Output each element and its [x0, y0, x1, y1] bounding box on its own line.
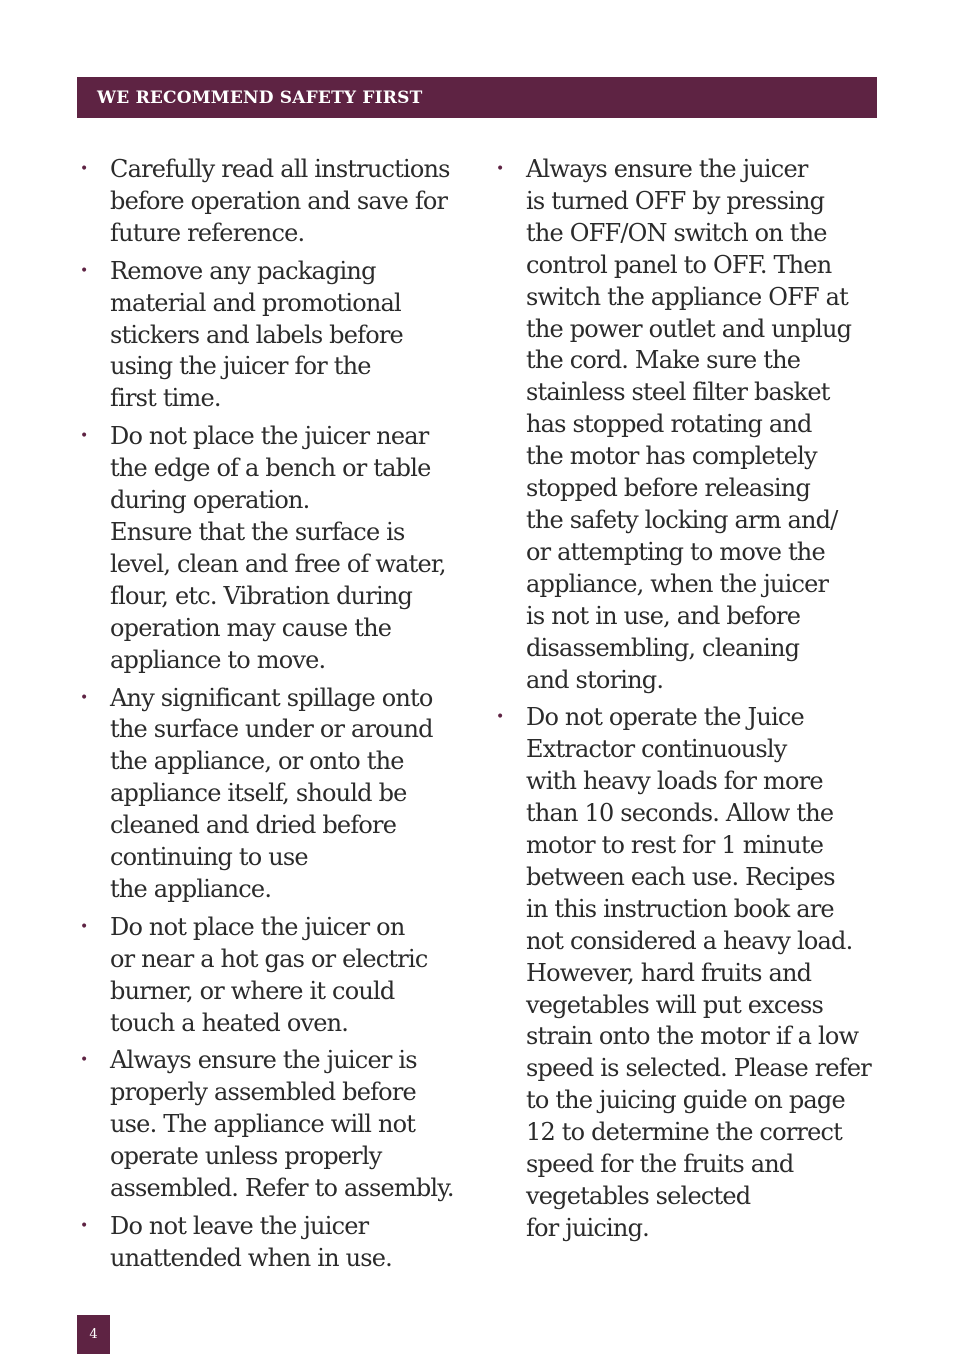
list-item: [493, 154, 885, 696]
bullet-icon: •: [80, 161, 88, 177]
list-item: [77, 683, 469, 906]
right-column-list: [493, 154, 885, 1251]
list-item-text: Do not place the juicer near the edge of a bench or table during operation. Ensure that the surface is level, clean and free of water, flour, etc. Vibration during operation may cause the appliance to move.: [110, 422, 446, 674]
section-title: WE RECOMMEND SAFETY FIRST: [97, 87, 423, 108]
bullet-icon: •: [80, 689, 88, 706]
bullet-icon: •: [496, 709, 504, 726]
list-item: [77, 1211, 469, 1275]
bullet-icon: •: [80, 262, 88, 279]
list-item: [77, 154, 469, 250]
bullet-icon: •: [80, 1052, 88, 1069]
list-item: [77, 256, 469, 416]
bullet-icon: •: [80, 428, 88, 445]
page-number: 4: [89, 1327, 98, 1342]
list-item-text: Always ensure the juicer is turned OFF by pressing the OFF/ON switch on the control panel to OFF. Then switch the appliance OFF at the power outlet and unplug the cord. Make sure the stainless steel filter basket has stopped rotating and the motor has completely stopped before releasing the safety locking arm and/ or attempting to move the appliance, when the juicer is not in use, and before disassembling, cleaning and storing.: [526, 155, 852, 694]
list-item-text: Always ensure the juicer is properly assembled before use. The appliance will not operate unless properly assembled. Refer to assembly.: [110, 1046, 454, 1203]
section-header-bar: [77, 77, 877, 118]
list-item-text: Do not leave the juicer unattended when in use.: [110, 1212, 392, 1272]
list-item: [77, 421, 469, 676]
left-column-list: [77, 154, 469, 1281]
bullet-icon: •: [80, 1218, 88, 1234]
list-item-text: Do not operate the Juice Extractor continuously with heavy loads for more than 10 seconds. Allow the motor to rest for 1 minute between each use. Recipes in this instruction book are not considered a heavy load. However, hard fruits and vegetables will put excess strain onto the motor if a low speed is selected. Please refer to the juicing guide on page 12 to determine the correct speed for the fruits and vegetables selected for juicing.: [526, 703, 871, 1242]
list-item-text: Carefully read all instructions before operation and save for future reference.: [110, 155, 450, 247]
bullet-icon: •: [496, 161, 504, 177]
list-item-text: Remove any packaging material and promotional stickers and labels before using the juicer for the first time.: [110, 256, 403, 413]
bullet-icon: •: [80, 918, 88, 935]
list-item-text: Do not place the juicer on or near a hot gas or electric burner, or where it could touch a heated oven.: [110, 912, 428, 1037]
list-item: [77, 912, 469, 1040]
page-number-badge: [77, 1315, 110, 1354]
list-item: [77, 1045, 469, 1205]
list-item-text: Any significant spillage onto the surface under or around the appliance, or onto the appliance itself, should be cleaned and dried before continuing to use the appliance.: [110, 683, 433, 903]
list-item: [493, 702, 885, 1244]
